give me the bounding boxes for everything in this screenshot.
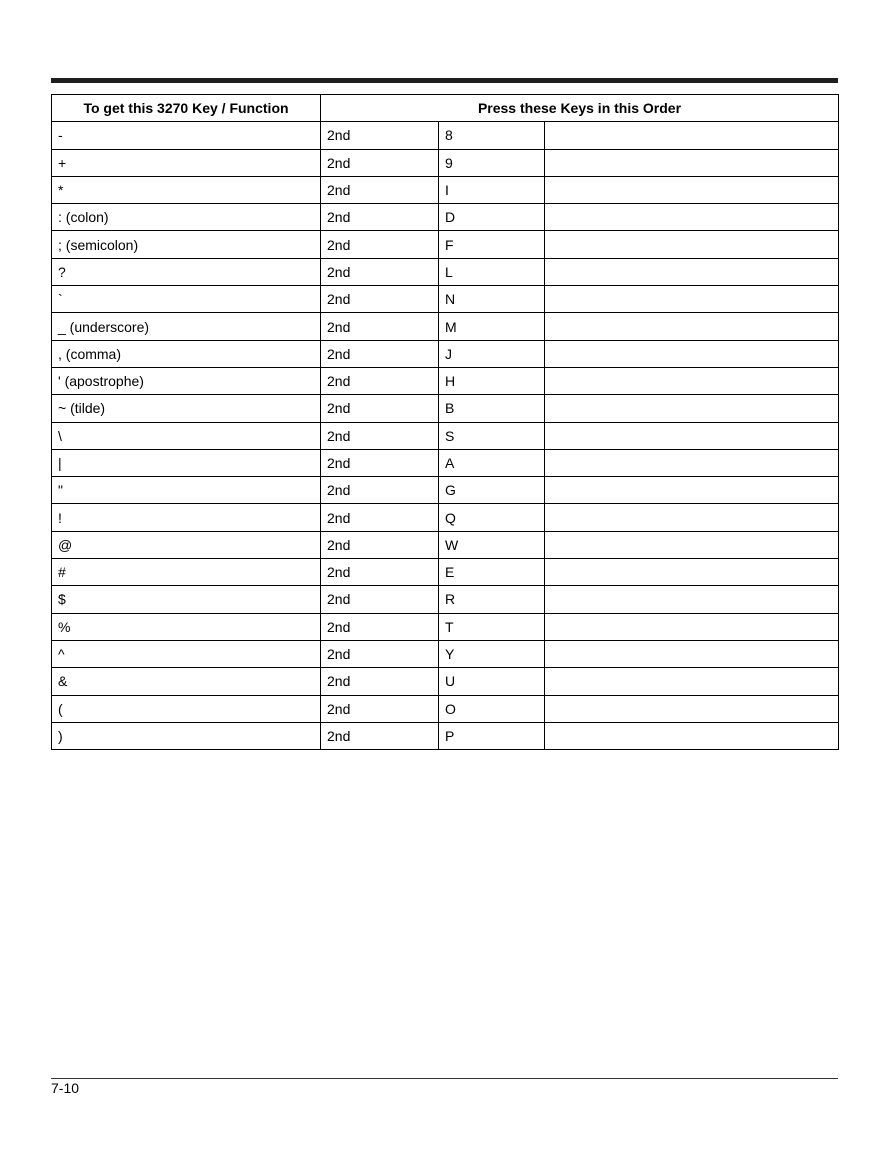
table-row: [52, 258, 839, 285]
key-sequence-3-cell: [545, 231, 839, 258]
key-sequence-1-cell: 2nd: [321, 531, 439, 558]
key-sequence-3-cell: [545, 395, 839, 422]
key-cell: #: [52, 559, 321, 586]
key-sequence-3-cell: [545, 422, 839, 449]
key-cell: (: [52, 695, 321, 722]
table-row: [52, 504, 839, 531]
key-cell: ?: [52, 258, 321, 285]
key-cell: *: [52, 176, 321, 203]
key-sequence-1-cell: 2nd: [321, 313, 439, 340]
key-cell: `: [52, 286, 321, 313]
table-row: [52, 176, 839, 203]
key-cell: _ (underscore): [52, 313, 321, 340]
key-sequence-2-cell: O: [439, 695, 545, 722]
key-sequence-2-cell: A: [439, 449, 545, 476]
key-sequence-1-cell: 2nd: [321, 204, 439, 231]
key-sequence-3-cell: [545, 722, 839, 749]
key-cell: |: [52, 449, 321, 476]
key-sequence-1-cell: 2nd: [321, 504, 439, 531]
key-sequence-2-cell: I: [439, 176, 545, 203]
key-sequence-2-cell: G: [439, 477, 545, 504]
table-row: [52, 422, 839, 449]
table-row: [52, 668, 839, 695]
key-sequence-3-cell: [545, 149, 839, 176]
key-sequence-3-cell: [545, 504, 839, 531]
key-sequence-1-cell: 2nd: [321, 367, 439, 394]
key-cell: &: [52, 668, 321, 695]
key-cell: $: [52, 586, 321, 613]
key-sequence-2-cell: J: [439, 340, 545, 367]
key-cell: ": [52, 477, 321, 504]
key-cell: +: [52, 149, 321, 176]
key-sequence-2-cell: B: [439, 395, 545, 422]
key-sequence-1-cell: 2nd: [321, 149, 439, 176]
key-sequence-2-cell: F: [439, 231, 545, 258]
key-cell: ; (semicolon): [52, 231, 321, 258]
key-sequence-1-cell: 2nd: [321, 340, 439, 367]
key-sequence-1-cell: 2nd: [321, 722, 439, 749]
key-sequence-1-cell: 2nd: [321, 258, 439, 285]
table-row: [52, 559, 839, 586]
key-sequence-1-cell: 2nd: [321, 286, 439, 313]
table-row: [52, 586, 839, 613]
key-sequence-2-cell: Q: [439, 504, 545, 531]
key-sequence-1-cell: 2nd: [321, 613, 439, 640]
key-cell: ~ (tilde): [52, 395, 321, 422]
table-row: [52, 340, 839, 367]
key-sequence-3-cell: [545, 695, 839, 722]
key-sequence-1-cell: 2nd: [321, 695, 439, 722]
key-sequence-3-cell: [545, 613, 839, 640]
header-press-keys: Press these Keys in this Order: [321, 95, 839, 122]
key-cell: ' (apostrophe): [52, 367, 321, 394]
table-row: [52, 531, 839, 558]
footer-rule: [51, 1078, 838, 1079]
key-cell: ): [52, 722, 321, 749]
key-sequence-3-cell: [545, 559, 839, 586]
key-sequence-2-cell: E: [439, 559, 545, 586]
table-row: [52, 477, 839, 504]
key-sequence-1-cell: 2nd: [321, 559, 439, 586]
table-body: [52, 122, 839, 750]
key-sequence-1-cell: 2nd: [321, 668, 439, 695]
key-sequence-3-cell: [545, 122, 839, 149]
key-sequence-1-cell: 2nd: [321, 122, 439, 149]
key-sequence-3-cell: [545, 586, 839, 613]
key-sequence-3-cell: [545, 340, 839, 367]
key-sequence-2-cell: Y: [439, 640, 545, 667]
key-sequence-3-cell: [545, 668, 839, 695]
key-sequence-2-cell: W: [439, 531, 545, 558]
header-rule: [51, 78, 838, 83]
key-sequence-2-cell: 8: [439, 122, 545, 149]
key-sequence-3-cell: [545, 176, 839, 203]
key-sequence-2-cell: P: [439, 722, 545, 749]
key-cell: %: [52, 613, 321, 640]
table-row: [52, 367, 839, 394]
key-sequence-1-cell: 2nd: [321, 477, 439, 504]
key-cell: !: [52, 504, 321, 531]
key-sequence-2-cell: S: [439, 422, 545, 449]
header-key-function: To get this 3270 Key / Function: [52, 95, 321, 122]
key-sequence-2-cell: T: [439, 613, 545, 640]
key-sequence-1-cell: 2nd: [321, 231, 439, 258]
key-sequence-2-cell: M: [439, 313, 545, 340]
key-sequence-3-cell: [545, 531, 839, 558]
key-sequence-3-cell: [545, 258, 839, 285]
key-cell: \: [52, 422, 321, 449]
key-sequence-1-cell: 2nd: [321, 395, 439, 422]
key-mapping-table: [51, 94, 839, 750]
table-row: [52, 449, 839, 476]
key-sequence-3-cell: [545, 313, 839, 340]
page-number: 7-10: [51, 1080, 80, 1096]
table-row: [52, 722, 839, 749]
table-row: [52, 204, 839, 231]
key-sequence-2-cell: D: [439, 204, 545, 231]
table-row: [52, 695, 839, 722]
key-cell: @: [52, 531, 321, 558]
table-row: [52, 313, 839, 340]
table-header-row: [52, 95, 839, 122]
table-row: [52, 613, 839, 640]
key-sequence-2-cell: H: [439, 367, 545, 394]
table-row: [52, 231, 839, 258]
key-sequence-2-cell: N: [439, 286, 545, 313]
table-row: [52, 149, 839, 176]
key-cell: : (colon): [52, 204, 321, 231]
key-sequence-1-cell: 2nd: [321, 422, 439, 449]
table-row: [52, 122, 839, 149]
key-sequence-3-cell: [545, 367, 839, 394]
key-sequence-1-cell: 2nd: [321, 586, 439, 613]
key-sequence-3-cell: [545, 477, 839, 504]
key-sequence-3-cell: [545, 204, 839, 231]
key-sequence-2-cell: R: [439, 586, 545, 613]
table-row: [52, 395, 839, 422]
key-cell: -: [52, 122, 321, 149]
key-sequence-2-cell: 9: [439, 149, 545, 176]
key-sequence-1-cell: 2nd: [321, 176, 439, 203]
key-sequence-3-cell: [545, 640, 839, 667]
key-sequence-2-cell: U: [439, 668, 545, 695]
key-sequence-2-cell: L: [439, 258, 545, 285]
key-sequence-3-cell: [545, 449, 839, 476]
key-sequence-3-cell: [545, 286, 839, 313]
key-cell: ^: [52, 640, 321, 667]
key-cell: , (comma): [52, 340, 321, 367]
key-sequence-1-cell: 2nd: [321, 449, 439, 476]
table-row: [52, 640, 839, 667]
table-row: [52, 286, 839, 313]
key-sequence-1-cell: 2nd: [321, 640, 439, 667]
